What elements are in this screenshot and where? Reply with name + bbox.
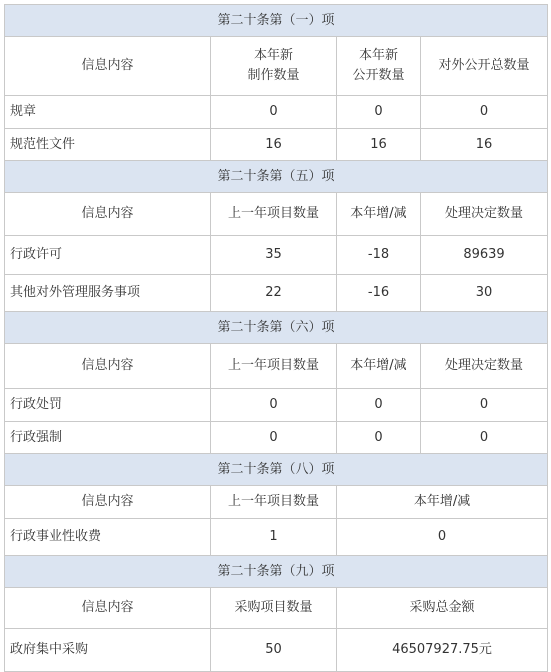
column-header [211, 37, 337, 96]
column-header: 上一年项目数量 [211, 344, 337, 389]
column-header: 上一年项目数量 [211, 193, 337, 236]
column-header-row [5, 193, 548, 236]
column-header: 信息内容 [5, 344, 211, 389]
cell-value: -16 [337, 275, 421, 312]
cell-value: 0 [337, 96, 421, 129]
cell-value: 0 [337, 389, 421, 422]
column-header-row [5, 588, 548, 629]
column-header-row [5, 37, 548, 96]
cell-value: 30 [421, 275, 548, 312]
cell-value: 0 [337, 519, 548, 556]
section-title: 第二十条第（九）项 [5, 556, 548, 588]
table-row [5, 236, 548, 275]
cell-value: 0 [211, 422, 337, 454]
table-row [5, 129, 548, 161]
cell-value: -18 [337, 236, 421, 275]
column-header: 信息内容 [5, 486, 211, 519]
column-header: 本年增/减 [337, 486, 548, 519]
section-title: 第二十条第（八）项 [5, 454, 548, 486]
section-header-row [5, 454, 548, 486]
cell-value: 0 [211, 96, 337, 129]
cell-value: 16 [337, 129, 421, 161]
disclosure-table-container [4, 4, 548, 672]
section-header-row [5, 556, 548, 588]
section-header-row [5, 5, 548, 37]
section-title: 第二十条第（六）项 [5, 312, 548, 344]
cell-value: 0 [211, 389, 337, 422]
table-row [5, 389, 548, 422]
table-row [5, 275, 548, 312]
row-label: 行政处罚 [5, 389, 211, 422]
header-line: 本年新 [253, 48, 293, 63]
row-label: 政府集中采购 [5, 629, 211, 672]
row-label: 行政事业性收费 [5, 519, 211, 556]
column-header: 上一年项目数量 [211, 486, 337, 519]
cell-value: 0 [421, 422, 548, 454]
cell-value: 16 [211, 129, 337, 161]
row-label: 规章 [5, 96, 211, 129]
column-header-row [5, 344, 548, 389]
cell-value: 35 [211, 236, 337, 275]
government-disclosure-table [4, 4, 548, 672]
header-line: 本年新 [358, 48, 398, 63]
table-row [5, 96, 548, 129]
cell-value: 1 [211, 519, 337, 556]
column-header: 处理决定数量 [421, 193, 548, 236]
column-header: 处理决定数量 [421, 344, 548, 389]
column-header: 信息内容 [5, 588, 211, 629]
column-header: 本年增/减 [337, 344, 421, 389]
cell-value: 22 [211, 275, 337, 312]
table-row [5, 629, 548, 672]
column-header: 信息内容 [5, 193, 211, 236]
row-label: 行政强制 [5, 422, 211, 454]
column-header: 对外公开总数量 [421, 37, 548, 96]
column-header [337, 37, 421, 96]
cell-value: 46507927.75元 [337, 629, 548, 672]
row-label: 其他对外管理服务事项 [5, 275, 211, 312]
section-title: 第二十条第（五）项 [5, 161, 548, 193]
section-title: 第二十条第（一）项 [5, 5, 548, 37]
section-header-row [5, 161, 548, 193]
column-header: 采购总金额 [337, 588, 548, 629]
column-header: 采购项目数量 [211, 588, 337, 629]
cell-value: 0 [421, 96, 548, 129]
header-line: 制作数量 [247, 68, 300, 83]
row-label: 行政许可 [5, 236, 211, 275]
cell-value: 0 [337, 422, 421, 454]
cell-value: 16 [421, 129, 548, 161]
cell-value: 50 [211, 629, 337, 672]
table-row [5, 519, 548, 556]
cell-value: 0 [421, 389, 548, 422]
header-line: 公开数量 [352, 68, 405, 83]
section-header-row [5, 312, 548, 344]
column-header-row [5, 486, 548, 519]
table-row [5, 422, 548, 454]
row-label: 规范性文件 [5, 129, 211, 161]
column-header: 本年增/减 [337, 193, 421, 236]
column-header: 信息内容 [5, 37, 211, 96]
cell-value: 89639 [421, 236, 548, 275]
